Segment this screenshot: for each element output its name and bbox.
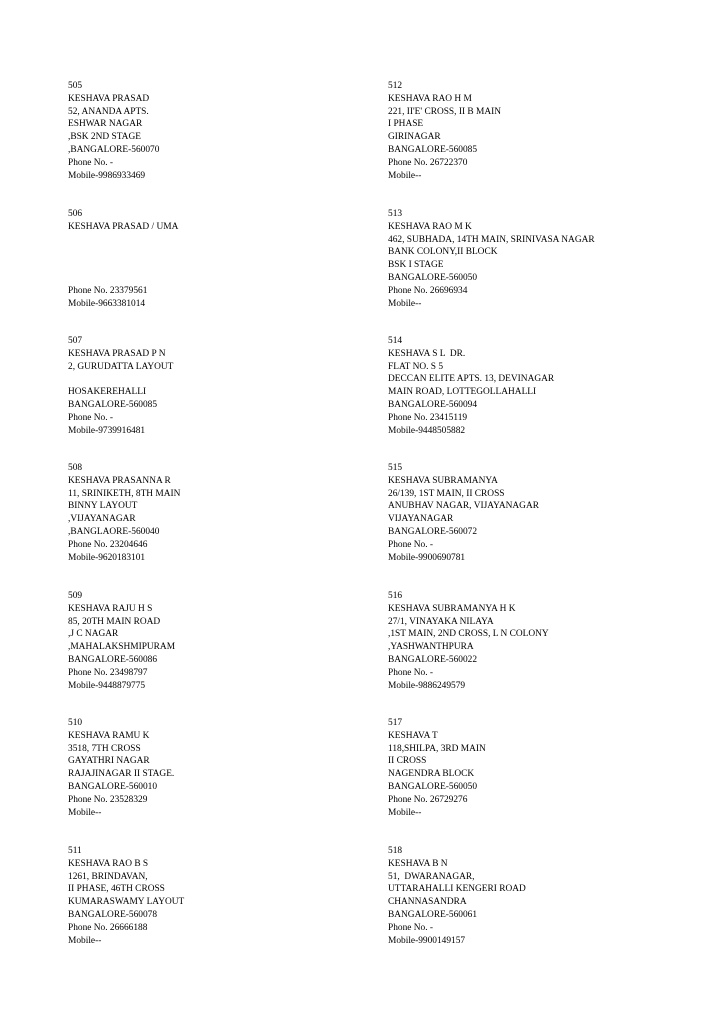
mobile-line: Mobile-9663381014 bbox=[68, 298, 146, 309]
mobile-line: Mobile-- bbox=[68, 935, 102, 946]
address-line: BANGALORE-560050 bbox=[388, 272, 478, 283]
phone-line: Phone No. - bbox=[388, 539, 434, 550]
entry-number: 505 bbox=[68, 81, 83, 91]
address-line: GAYATHRI NAGAR bbox=[68, 756, 150, 767]
directory-entry bbox=[388, 80, 698, 182]
entry-name: KESHAVA RAO H M bbox=[388, 93, 472, 104]
entry-name: KESHAVA S L DR. bbox=[388, 348, 466, 359]
address-line: 51, DWARANAGAR, bbox=[388, 871, 475, 882]
address-line: BANGALORE-560085 bbox=[68, 399, 158, 410]
directory-entry bbox=[68, 590, 368, 692]
entry-name: KESHAVA RAMU K bbox=[68, 730, 150, 741]
address-line: ,J C NAGAR bbox=[68, 629, 119, 640]
address-line: ESHWAR NAGAR bbox=[68, 119, 143, 130]
address-line: 1261, BRINDAVAN, bbox=[68, 871, 148, 882]
address-line bbox=[68, 259, 368, 272]
address-line: ,BANGALORE-560070 bbox=[68, 144, 160, 155]
phone-line: Phone No. 26696934 bbox=[388, 285, 468, 296]
address-line: NAGENDRA BLOCK bbox=[388, 769, 475, 780]
address-line: 27/1, VINAYAKA NILAYA bbox=[388, 616, 494, 627]
address-line: 3518, 7TH CROSS bbox=[68, 743, 141, 754]
entry-name: KESHAVA PRASANNA R bbox=[68, 475, 171, 486]
address-line: BANGALORE-560078 bbox=[68, 909, 158, 920]
directory-entry bbox=[68, 335, 368, 437]
entry-number: 513 bbox=[388, 209, 403, 219]
mobile-line: Mobile-9886249579 bbox=[388, 680, 466, 691]
entry-number: 516 bbox=[388, 591, 403, 601]
address-line: ANUBHAV NAGAR, VIJAYANAGAR bbox=[388, 501, 539, 512]
address-line: BANGALORE-560061 bbox=[388, 909, 478, 920]
entry-number: 507 bbox=[68, 336, 83, 346]
mobile-line: Mobile-9739916481 bbox=[68, 425, 146, 436]
address-line: 118,SHILPA, 3RD MAIN bbox=[388, 743, 486, 754]
phone-line: Phone No. 23379561 bbox=[68, 285, 148, 296]
address-line: CHANNASANDRA bbox=[388, 897, 467, 908]
directory-entry bbox=[388, 590, 698, 692]
entry-number: 509 bbox=[68, 591, 83, 601]
address-line: UTTARAHALLI KENGERI ROAD bbox=[388, 884, 526, 895]
phone-line: Phone No. 23528329 bbox=[68, 794, 148, 805]
address-line: BANGALORE-560050 bbox=[388, 781, 478, 792]
address-line: BANGALORE-560072 bbox=[388, 526, 478, 537]
phone-line: Phone No. 26722370 bbox=[388, 157, 468, 168]
entry-name: KESHAVA SUBRAMANYA H K bbox=[388, 603, 516, 614]
address-line: I PHASE bbox=[388, 119, 424, 130]
address-line: BANGALORE-560094 bbox=[388, 399, 478, 410]
entry-name: KESHAVA RAJU H S bbox=[68, 603, 153, 614]
address-line bbox=[68, 246, 368, 259]
address-line: 85, 20TH MAIN ROAD bbox=[68, 616, 161, 627]
address-line: BANGALORE-560010 bbox=[68, 781, 158, 792]
address-line: RAJAJINAGAR II STAGE. bbox=[68, 769, 175, 780]
entry-name: KESHAVA PRASAD / UMA bbox=[68, 221, 179, 232]
mobile-line: Mobile-9448879775 bbox=[68, 680, 146, 691]
phone-line: Phone No. - bbox=[388, 922, 434, 933]
address-line bbox=[68, 373, 368, 386]
entry-number: 506 bbox=[68, 209, 83, 219]
address-line: FLAT NO. S 5 bbox=[388, 361, 444, 372]
entry-name: KESHAVA B N bbox=[388, 858, 448, 869]
address-line: 26/139, 1ST MAIN, II CROSS bbox=[388, 488, 505, 499]
mobile-line: Mobile-- bbox=[388, 298, 422, 309]
directory-entry bbox=[68, 845, 368, 947]
phone-line: Phone No. - bbox=[68, 412, 114, 423]
directory-entry bbox=[68, 717, 368, 819]
address-line bbox=[68, 272, 368, 285]
address-line: BANGALORE-560085 bbox=[388, 144, 478, 155]
address-line: 221, II'E' CROSS, II B MAIN bbox=[388, 106, 502, 117]
address-line: 462, SUBHADA, 14TH MAIN, SRINIVASA NAGAR bbox=[388, 234, 595, 245]
entry-name: KESHAVA PRASAD P N bbox=[68, 348, 166, 359]
mobile-line: Mobile-9900690781 bbox=[388, 552, 466, 563]
mobile-line: Mobile-9448505882 bbox=[388, 425, 466, 436]
address-line: II PHASE, 46TH CROSS bbox=[68, 884, 165, 895]
address-line: ,BANGLAORE-560040 bbox=[68, 526, 160, 537]
directory-entry bbox=[388, 208, 698, 310]
address-line: BANGALORE-560086 bbox=[68, 654, 158, 665]
entry-number: 517 bbox=[388, 718, 403, 728]
directory-entry bbox=[388, 845, 698, 947]
address-line: GIRINAGAR bbox=[388, 132, 441, 143]
mobile-line: Mobile-9900149157 bbox=[388, 935, 466, 946]
mobile-line: Mobile-9986933469 bbox=[68, 170, 146, 181]
directory-entry bbox=[68, 462, 368, 564]
phone-line: Phone No. - bbox=[388, 667, 434, 678]
address-line: VIJAYANAGAR bbox=[388, 514, 454, 525]
address-line: KUMARASWAMY LAYOUT bbox=[68, 897, 185, 908]
directory-entry bbox=[388, 717, 698, 819]
address-line: ,MAHALAKSHMIPURAM bbox=[68, 642, 176, 653]
address-line: DECCAN ELITE APTS. 13, DEVINAGAR bbox=[388, 374, 555, 385]
phone-line: Phone No. - bbox=[68, 157, 114, 168]
address-line: 11, SRINIKETH, 8TH MAIN bbox=[68, 488, 181, 499]
phone-line: Phone No. 23415119 bbox=[388, 412, 468, 423]
address-line: ,1ST MAIN, 2ND CROSS, L N COLONY bbox=[388, 629, 549, 640]
address-line: ,VIJAYANAGAR bbox=[68, 514, 136, 525]
phone-line: Phone No. 23204646 bbox=[68, 539, 148, 550]
entry-name: KESHAVA RAO M K bbox=[388, 221, 472, 232]
entry-number: 514 bbox=[388, 336, 403, 346]
mobile-line: Mobile-- bbox=[388, 807, 422, 818]
directory-entry bbox=[388, 462, 698, 564]
entry-name: KESHAVA SUBRAMANYA bbox=[388, 475, 498, 486]
address-line: BANK COLONY,II BLOCK bbox=[388, 247, 498, 258]
mobile-line: Mobile-- bbox=[68, 807, 102, 818]
entry-number: 508 bbox=[68, 463, 83, 473]
address-line: 2, GURUDATTA LAYOUT bbox=[68, 361, 174, 372]
address-line: 52, ANANDA APTS. bbox=[68, 106, 149, 117]
entry-name: KESHAVA PRASAD bbox=[68, 93, 150, 104]
address-line: MAIN ROAD, LOTTEGOLLAHALLI bbox=[388, 387, 537, 398]
address-line: ,YASHWANTHPURA bbox=[388, 642, 474, 653]
entry-name: KESHAVA T bbox=[388, 730, 438, 741]
address-line: BINNY LAYOUT bbox=[68, 501, 138, 512]
entry-number: 511 bbox=[68, 846, 82, 856]
entry-number: 518 bbox=[388, 846, 403, 856]
address-line bbox=[68, 234, 368, 247]
entry-number: 512 bbox=[388, 81, 403, 91]
entry-number: 510 bbox=[68, 718, 83, 728]
mobile-line: Mobile-9620183101 bbox=[68, 552, 146, 563]
mobile-line: Mobile-- bbox=[388, 170, 422, 181]
address-line: BSK I STAGE bbox=[388, 260, 444, 271]
phone-line: Phone No. 26666188 bbox=[68, 922, 148, 933]
phone-line: Phone No. 23498797 bbox=[68, 667, 148, 678]
address-line: HOSAKEREHALLI bbox=[68, 387, 147, 398]
entry-number: 515 bbox=[388, 463, 403, 473]
phone-line: Phone No. 26729276 bbox=[388, 794, 468, 805]
entry-name: KESHAVA RAO B S bbox=[68, 858, 149, 869]
directory-entry bbox=[68, 208, 368, 310]
directory-entry bbox=[68, 80, 368, 182]
address-line: ,BSK 2ND STAGE bbox=[68, 132, 141, 143]
address-line: BANGALORE-560022 bbox=[388, 654, 478, 665]
address-line: II CROSS bbox=[388, 756, 427, 767]
directory-entry bbox=[388, 335, 698, 437]
